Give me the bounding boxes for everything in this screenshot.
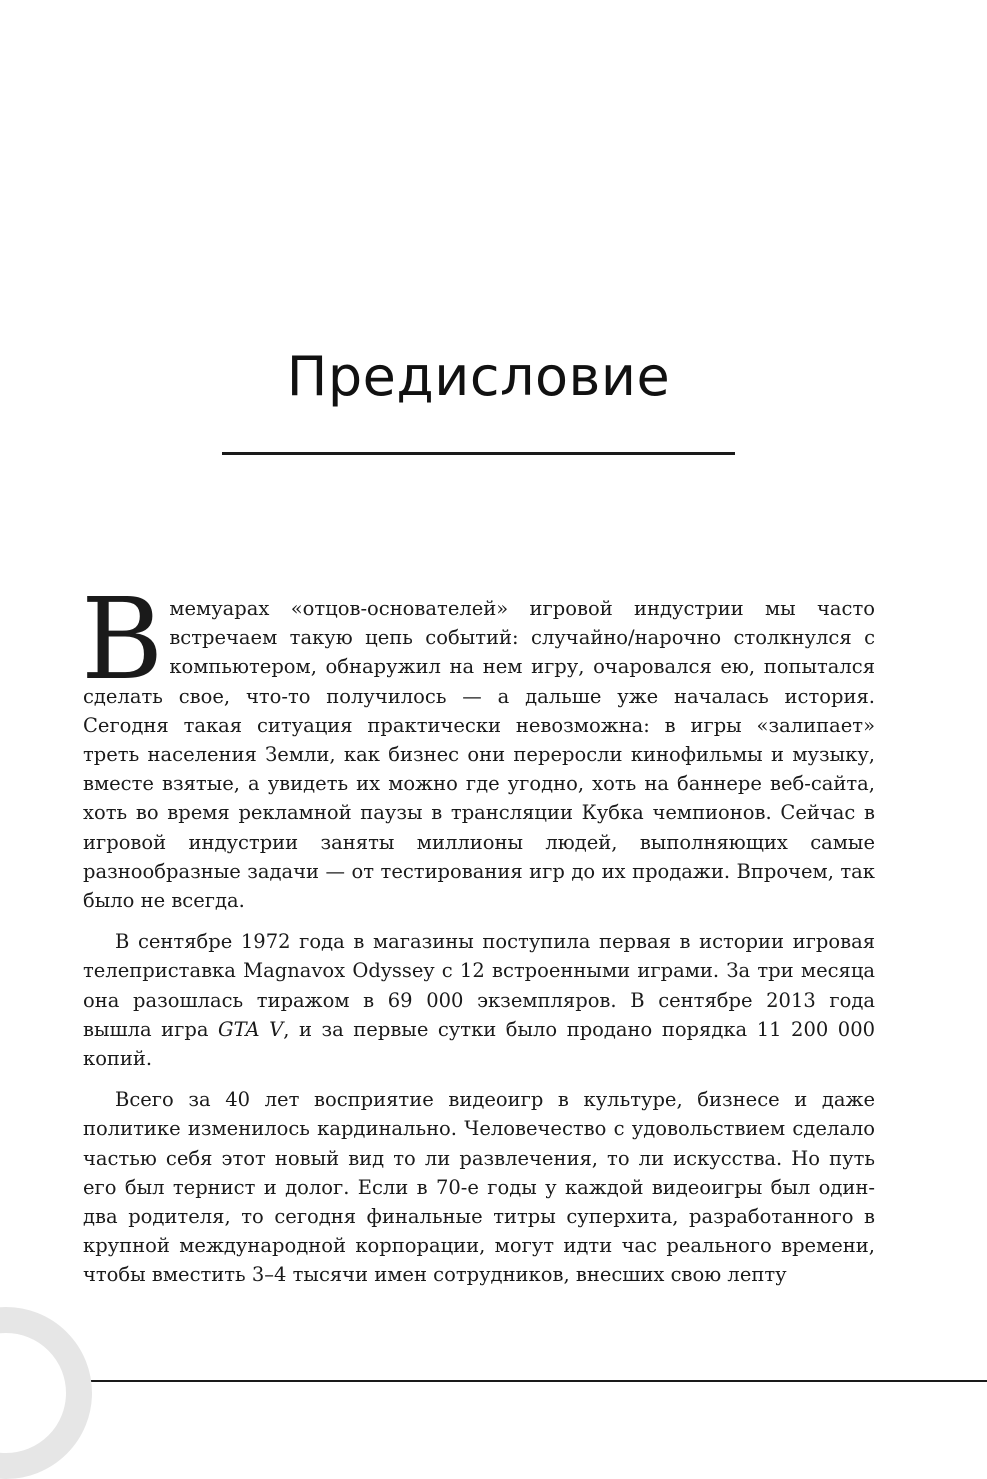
footer-rule-divider <box>85 1380 987 1382</box>
corner-ring-decoration <box>0 1307 92 1479</box>
drop-cap-letter: В <box>81 575 164 705</box>
paragraph-3 <box>83 1085 875 1289</box>
paragraph-3-text: Всего за 40 лет восприятие видеоигр в культуре, бизнесе и даже политике изменилось кардинально. Человечество с удовольствием сделало частью себя этот новый вид то ли развлечения, то ли искусства. Но путь его был тернист и долог. Если в 70-е годы у каждой видеоигры был один-два родителя, то сегодня финальные титры суперхита, разработанного в крупной международной корпорации, могут идти час реального времени, чтобы вместить 3–4 тысячи имен сотрудников, внесших свою лепту <box>83 1088 875 1287</box>
body-text <box>81 575 876 1302</box>
paragraph-2-text-start: В сентябре 1972 года в магазины поступила первая в истории игровая телеприставка Magnavox Odyssey с 12 встроенными играми. За три месяца она разошлась тиражом в 69 000 экземпляров. В сентябре 2013 года вышла игра <box>83 930 875 1041</box>
paragraph-2-text-end: , и за первые сутки было продано порядка 11 200 000 копий. <box>83 1017 876 1071</box>
title-underline-divider <box>222 452 735 455</box>
paragraph-2 <box>83 927 875 1073</box>
paragraph-1-text: мемуарах «отцов-основателей» игровой индустрии мы часто встречаем такую цепь событий: случайно/нарочно столкнулся с компьютером, обнаружил на нем игру, очаровался ею, попытался сделать свое, что-то получилось — а дальше уже началась история. Сегодня такая ситуация практически невозможна: в игры «залипает» треть населения Земли, как бизнес они переросли кинофильмы и музыку, вместе взятые, а увидеть их можно где угодно, хоть на баннере веб-сайта, хоть во время рекламной паузы в трансляции Кубка чемпионов. Сейчас в игровой индустрии заняты миллионы людей, выполняющих самые разнообразные задачи — от тестирования игр до их продажи. Впрочем, так было не всегда. <box>83 597 875 913</box>
chapter-title: Предисловие <box>286 345 671 408</box>
paragraph-1 <box>81 575 875 915</box>
game-title-italic: GTA V <box>218 1017 284 1041</box>
